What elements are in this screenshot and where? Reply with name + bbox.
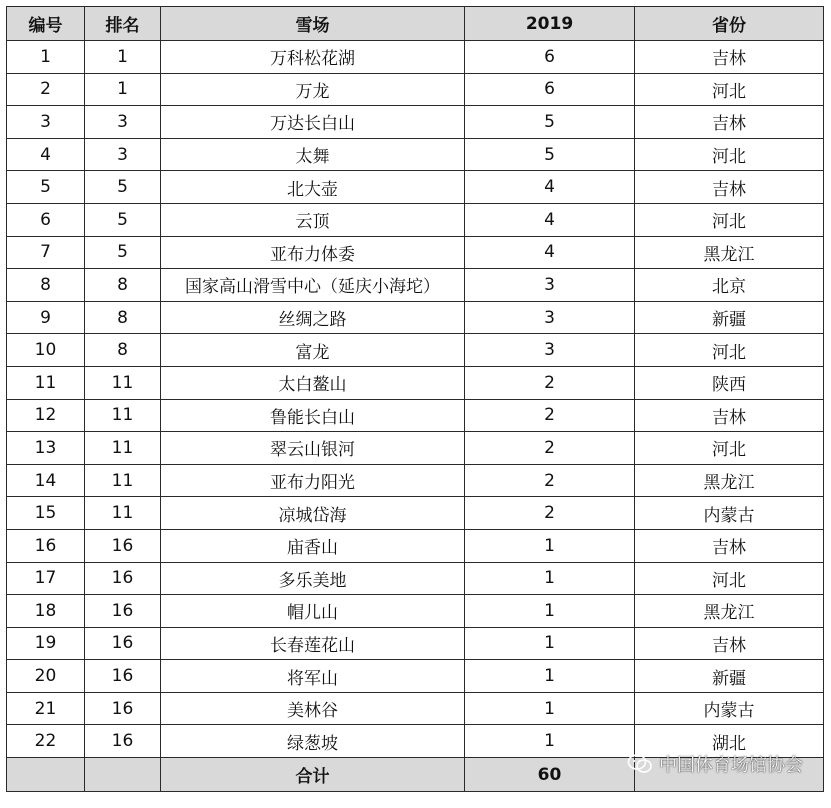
cell-no: 3 [7,106,85,139]
header-no: 编号 [7,7,85,41]
cell-resort: 凉城岱海 [161,497,465,530]
table-row [7,236,824,269]
cell-count: 5 [465,106,635,139]
cell-province: 新疆 [635,660,824,693]
cell-no: 20 [7,660,85,693]
table-row [7,660,824,693]
cell-rank: 11 [85,497,161,530]
cell-count: 2 [465,432,635,465]
cell-province: 新疆 [635,301,824,334]
cell-province: 湖北 [635,725,824,758]
table-row [7,595,824,628]
cell-count: 1 [465,529,635,562]
cell-no: 11 [7,366,85,399]
cell-province: 黑龙江 [635,464,824,497]
cell-resort: 万达长白山 [161,106,465,139]
header-year: 2019 [465,7,635,41]
cell-count: 2 [465,464,635,497]
cell-count: 5 [465,138,635,171]
cell-resort: 丝绸之路 [161,301,465,334]
cell-province: 内蒙古 [635,497,824,530]
cell-count: 4 [465,203,635,236]
cell-no: 6 [7,203,85,236]
cell-count: 6 [465,41,635,74]
cell-rank: 16 [85,660,161,693]
cell-no: 21 [7,692,85,725]
header-province: 省份 [635,7,824,41]
cell-rank: 11 [85,464,161,497]
cell-province: 河北 [635,432,824,465]
cell-rank: 16 [85,595,161,628]
cell-rank: 3 [85,106,161,139]
table-row [7,399,824,432]
cell-no: 9 [7,301,85,334]
cell-province: 吉林 [635,106,824,139]
cell-resort: 帽儿山 [161,595,465,628]
cell-resort: 美林谷 [161,692,465,725]
cell-no: 14 [7,464,85,497]
footer-blank-province [635,758,824,792]
table-row [7,269,824,302]
cell-resort: 万龙 [161,73,465,106]
cell-resort: 太白鳌山 [161,366,465,399]
cell-count: 2 [465,366,635,399]
cell-count: 1 [465,562,635,595]
cell-resort: 绿葱坡 [161,725,465,758]
cell-rank: 3 [85,138,161,171]
table-row [7,432,824,465]
cell-province: 内蒙古 [635,692,824,725]
total-label: 合计 [161,758,465,792]
cell-count: 3 [465,334,635,367]
document-sheet [6,6,823,803]
cell-resort: 翠云山银河 [161,432,465,465]
cell-no: 1 [7,41,85,74]
cell-rank: 11 [85,366,161,399]
cell-rank: 11 [85,432,161,465]
cell-no: 12 [7,399,85,432]
cell-count: 1 [465,627,635,660]
cell-rank: 8 [85,334,161,367]
cell-no: 22 [7,725,85,758]
cell-province: 黑龙江 [635,595,824,628]
table-row [7,106,824,139]
cell-rank: 5 [85,203,161,236]
cell-province: 陕西 [635,366,824,399]
cell-rank: 8 [85,269,161,302]
cell-count: 2 [465,399,635,432]
cell-no: 8 [7,269,85,302]
cell-count: 6 [465,73,635,106]
cell-no: 5 [7,171,85,204]
table-row [7,171,824,204]
cell-resort: 万科松花湖 [161,41,465,74]
cell-rank: 16 [85,725,161,758]
table-row [7,529,824,562]
cell-count: 3 [465,301,635,334]
cell-count: 1 [465,595,635,628]
cell-no: 16 [7,529,85,562]
cell-no: 4 [7,138,85,171]
cell-resort: 北大壶 [161,171,465,204]
cell-no: 17 [7,562,85,595]
table-footer [7,758,824,792]
cell-no: 13 [7,432,85,465]
cell-province: 河北 [635,73,824,106]
cell-count: 4 [465,236,635,269]
table-row [7,73,824,106]
ski-resort-table [6,6,824,792]
cell-rank: 8 [85,301,161,334]
cell-count: 4 [465,171,635,204]
cell-no: 7 [7,236,85,269]
cell-province: 吉林 [635,399,824,432]
table-row [7,692,824,725]
cell-no: 10 [7,334,85,367]
table-row [7,138,824,171]
cell-province: 吉林 [635,529,824,562]
table-row [7,203,824,236]
table-row [7,464,824,497]
table-row [7,725,824,758]
cell-no: 15 [7,497,85,530]
table-body [7,41,824,758]
total-row [7,758,824,792]
cell-province: 河北 [635,203,824,236]
header-rank: 排名 [85,7,161,41]
cell-resort: 将军山 [161,660,465,693]
cell-count: 2 [465,497,635,530]
cell-province: 河北 [635,334,824,367]
header-row [7,7,824,41]
cell-count: 3 [465,269,635,302]
table-row [7,366,824,399]
table-row [7,562,824,595]
cell-count: 1 [465,692,635,725]
table-row [7,41,824,74]
cell-count: 1 [465,725,635,758]
table-row [7,497,824,530]
table-row [7,301,824,334]
cell-resort: 富龙 [161,334,465,367]
cell-no: 19 [7,627,85,660]
table-row [7,627,824,660]
watermark-text: 中国体育场馆协会 [659,755,803,776]
cell-resort: 庙香山 [161,529,465,562]
cell-resort: 长春莲花山 [161,627,465,660]
cell-rank: 5 [85,171,161,204]
total-value: 60 [465,758,635,792]
footer-blank-no [7,758,85,792]
cell-rank: 11 [85,399,161,432]
cell-rank: 1 [85,73,161,106]
cell-province: 吉林 [635,627,824,660]
cell-province: 河北 [635,138,824,171]
footer-blank-rank [85,758,161,792]
cell-province: 河北 [635,562,824,595]
cell-province: 吉林 [635,41,824,74]
cell-resort: 多乐美地 [161,562,465,595]
header-resort: 雪场 [161,7,465,41]
cell-rank: 16 [85,692,161,725]
cell-no: 18 [7,595,85,628]
cell-province: 黑龙江 [635,236,824,269]
cell-rank: 1 [85,41,161,74]
cell-rank: 16 [85,562,161,595]
cell-rank: 16 [85,627,161,660]
cell-province: 吉林 [635,171,824,204]
cell-resort: 太舞 [161,138,465,171]
cell-province: 北京 [635,269,824,302]
cell-count: 1 [465,660,635,693]
table-row [7,334,824,367]
cell-resort: 云顶 [161,203,465,236]
cell-resort: 鲁能长白山 [161,399,465,432]
cell-resort: 亚布力阳光 [161,464,465,497]
table-header [7,7,824,41]
cell-resort: 国家高山滑雪中心（延庆小海坨） [161,269,465,302]
cell-no: 2 [7,73,85,106]
cell-resort: 亚布力体委 [161,236,465,269]
cell-rank: 16 [85,529,161,562]
cell-rank: 5 [85,236,161,269]
